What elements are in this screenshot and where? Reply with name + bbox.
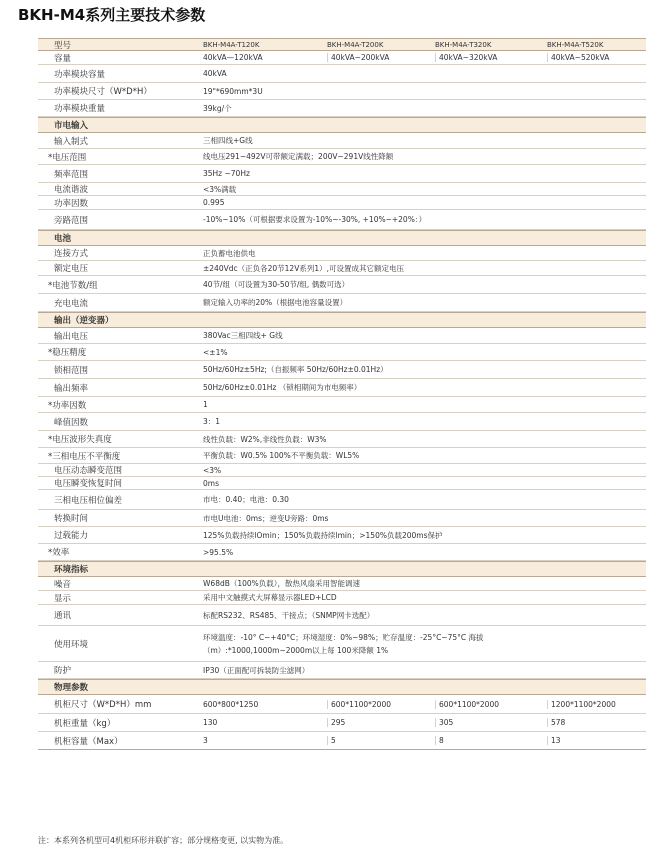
model-name: BKH-M4A-T520K bbox=[547, 40, 604, 49]
spec-row bbox=[38, 591, 646, 605]
spec-row bbox=[38, 361, 646, 379]
cabinet-weight-value: 578 bbox=[547, 718, 646, 727]
row-label: *稳压精度 bbox=[48, 348, 87, 358]
capacity-value: 40kVA~520kVA bbox=[547, 53, 646, 62]
row-label: *三相电压不平衡度 bbox=[48, 451, 121, 462]
capacity-value: 40kVA—120kVA bbox=[203, 53, 263, 62]
row-label: 功率模块尺寸（W*D*H） bbox=[54, 87, 152, 97]
row-value: 50Hz/60Hz±5Hz;（自振频率 50Hz/60Hz±0.01Hz） bbox=[203, 365, 388, 374]
row-value: >95.5% bbox=[203, 547, 234, 557]
row-value: ±240Vdc（正负各20节12V系列1）,可设置成其它额定电压 bbox=[203, 263, 404, 273]
row-label: *电压波形失真度 bbox=[48, 435, 112, 445]
spec-row bbox=[38, 328, 646, 344]
row-value: 1 bbox=[203, 400, 208, 409]
row-label: 功率模块容量 bbox=[54, 69, 106, 80]
row-label: 电压瞬变恢复时间 bbox=[54, 479, 123, 489]
row-value: 线性负载：W2%,非线性负载：W3% bbox=[203, 434, 327, 444]
row-label: 容量 bbox=[54, 53, 72, 64]
section-header-mains bbox=[38, 117, 646, 133]
spec-row bbox=[38, 510, 646, 527]
spec-row bbox=[38, 183, 646, 196]
row-value: 40kVA bbox=[203, 69, 227, 78]
section-header-battery bbox=[38, 230, 646, 246]
row-value: <3% bbox=[203, 465, 222, 475]
row-value: 380Vac三相四线+ G线 bbox=[203, 331, 283, 340]
row-value bbox=[203, 631, 646, 657]
spec-row bbox=[38, 448, 646, 464]
spec-row bbox=[38, 196, 646, 210]
row-value-line: （m）:*1000,1000m~2000m以上每 100米降额 1% bbox=[203, 645, 389, 655]
row-value: 40节/组（可设置为30-50节/组, 偶数可选） bbox=[203, 280, 350, 289]
physical-row bbox=[38, 714, 646, 732]
row-value-line: 环境温度：-10° C~+40°C；环境湿度：0%~98%；贮存温度：-25°C~75°C 海拔 bbox=[203, 632, 484, 642]
cabinet-weight-value: 295 bbox=[327, 718, 435, 727]
row-label: 输出电压 bbox=[54, 331, 89, 342]
row-value: 125%负载持续lOmin；150%负载持续lmin；>150%负载200ms保护 bbox=[203, 530, 443, 540]
cabinet-size-value: 600*1100*2000 bbox=[327, 700, 435, 709]
section-header-physical bbox=[38, 679, 646, 695]
row-label: 充电电流 bbox=[54, 298, 89, 309]
row-label: *效率 bbox=[48, 548, 70, 558]
section-title: 市电输入 bbox=[54, 121, 89, 131]
row-value: <±1% bbox=[203, 347, 228, 357]
spec-row bbox=[38, 83, 646, 100]
row-value: 三相四线+G线 bbox=[203, 136, 253, 145]
spec-row bbox=[38, 527, 646, 544]
row-value: 额定输入功率的20%（根据电池容量设置） bbox=[203, 298, 348, 307]
row-label: 功率模块重量 bbox=[54, 104, 106, 114]
row-value: 0.995 bbox=[203, 198, 225, 207]
row-label: 峰值因数 bbox=[54, 417, 89, 428]
row-label: 锁相范围 bbox=[54, 365, 89, 376]
page-title: BKH-M4系列主要技术参数 bbox=[18, 6, 206, 24]
cabinet-weight-value: 305 bbox=[435, 718, 547, 727]
row-label: 通讯 bbox=[54, 611, 72, 621]
row-value: 市电U电池：0ms；逆变U旁路：0ms bbox=[203, 513, 329, 523]
row-label: 型号 bbox=[54, 40, 72, 51]
spec-row bbox=[38, 149, 646, 165]
spec-row bbox=[38, 276, 646, 294]
cabinet-capacity-value: 8 bbox=[435, 736, 547, 745]
row-label: 过载能力 bbox=[54, 531, 89, 541]
row-label: 机柜尺寸（W*D*H）mm bbox=[54, 700, 152, 710]
spec-row bbox=[38, 544, 646, 561]
row-label: 频率范围 bbox=[54, 169, 89, 180]
row-value: 线电压291~492V可带额定满载；200V~291V线性降额 bbox=[203, 152, 394, 161]
capacity-value: 40kVA~320kVA bbox=[435, 53, 547, 62]
row-label: 机柜容量（Max） bbox=[54, 736, 123, 747]
row-label: *功率因数 bbox=[48, 400, 87, 411]
row-label: 使用环境 bbox=[54, 639, 89, 650]
row-value: 0ms bbox=[203, 478, 219, 488]
spec-row bbox=[38, 165, 646, 183]
capacity-row bbox=[38, 51, 646, 65]
row-label: 电压动态瞬变范围 bbox=[54, 466, 123, 476]
row-value: 35Hz ~70Hz bbox=[203, 169, 250, 178]
spec-row bbox=[38, 65, 646, 83]
spec-row bbox=[38, 100, 646, 117]
section-header-environment bbox=[38, 561, 646, 577]
row-label: *电池节数/组 bbox=[48, 280, 98, 291]
row-label: 噪音 bbox=[54, 579, 72, 590]
row-value: 正负蓄电池供电 bbox=[203, 248, 256, 258]
row-value: IP30（正面配可拆装防尘滤网） bbox=[203, 665, 310, 675]
row-label: 功率因数 bbox=[54, 198, 89, 209]
spec-row bbox=[38, 210, 646, 230]
spec-row bbox=[38, 246, 646, 261]
row-value: 平衡负载：W0.5% 100%不平衡负载：WL5% bbox=[203, 451, 360, 460]
section-title: 物理参数 bbox=[54, 683, 89, 693]
spec-row bbox=[38, 662, 646, 679]
row-label: 防护 bbox=[54, 666, 72, 676]
cabinet-capacity-value: 5 bbox=[327, 736, 435, 745]
footnote: 注：本系列各机型可4机柜环形并联扩容；部分规格变更, 以实物为准。 bbox=[38, 836, 289, 845]
row-label: 输入制式 bbox=[54, 136, 89, 147]
model-name: BKH-M4A-T120K bbox=[203, 40, 260, 49]
row-label: 三相电压相位偏差 bbox=[54, 495, 123, 506]
spec-table bbox=[38, 38, 646, 750]
row-value: 采用中文触摸式大屏幕显示器LED+LCD bbox=[203, 593, 337, 602]
row-label: 显示 bbox=[54, 593, 72, 604]
spec-row bbox=[38, 133, 646, 149]
row-value: 3：1 bbox=[203, 417, 221, 426]
section-title: 输出（逆变器） bbox=[54, 316, 114, 326]
capacity-value: 40kVA~200kVA bbox=[327, 53, 435, 62]
spec-row bbox=[38, 397, 646, 413]
row-value: 50Hz/60Hz±0.01Hz （锁相期间为市电频率） bbox=[203, 383, 362, 392]
row-label: 输出频率 bbox=[54, 383, 89, 394]
section-header-output bbox=[38, 312, 646, 328]
cabinet-size-value: 600*800*1250 bbox=[203, 699, 259, 709]
row-value: <3%满载 bbox=[203, 184, 237, 194]
row-label: 旁路范围 bbox=[54, 215, 89, 226]
physical-row bbox=[38, 695, 646, 714]
cabinet-size-value: 1200*1100*2000 bbox=[547, 700, 646, 709]
row-label: 连接方式 bbox=[54, 249, 89, 259]
row-value: 市电：0.40；电池：0.30 bbox=[203, 495, 289, 504]
spec-row bbox=[38, 379, 646, 397]
row-label: 机柜重量（kg） bbox=[54, 718, 116, 729]
spec-row bbox=[38, 294, 646, 312]
spec-row bbox=[38, 344, 646, 361]
row-value: 标配RS232、RS485、干接点；（SNMP网卡选配） bbox=[203, 610, 375, 620]
row-label: 转换时间 bbox=[54, 514, 89, 524]
section-title: 电池 bbox=[54, 234, 72, 244]
spec-row bbox=[38, 413, 646, 431]
row-value: 39kg/个 bbox=[203, 103, 232, 113]
row-value: -10%~10%（可根据要求设置为-10%~-30%, +10%~+20%：） bbox=[203, 215, 427, 224]
spec-row bbox=[38, 431, 646, 448]
row-label: 电流谐波 bbox=[54, 185, 89, 195]
row-value: W68dB（100%负载），散热风扇采用智能调速 bbox=[203, 579, 361, 588]
spec-row bbox=[38, 626, 646, 662]
spec-row bbox=[38, 605, 646, 626]
model-name: BKH-M4A-T320K bbox=[435, 40, 492, 49]
cabinet-capacity-value: 13 bbox=[547, 736, 646, 745]
section-title: 环境指标 bbox=[54, 565, 89, 575]
cabinet-capacity-value: 3 bbox=[203, 736, 208, 745]
spec-row bbox=[38, 261, 646, 276]
spec-row bbox=[38, 477, 646, 490]
model-name: BKH-M4A-T200K bbox=[327, 40, 384, 49]
row-label: 额定电压 bbox=[54, 264, 89, 274]
row-value: 19"*690mm*3U bbox=[203, 86, 263, 96]
spec-row bbox=[38, 577, 646, 591]
spec-row bbox=[38, 464, 646, 477]
physical-row bbox=[38, 732, 646, 749]
cabinet-size-value: 600*1100*2000 bbox=[435, 700, 547, 709]
spec-row bbox=[38, 490, 646, 510]
row-label: *电压范围 bbox=[48, 152, 87, 163]
cabinet-weight-value: 130 bbox=[203, 718, 218, 727]
model-header-row bbox=[38, 39, 646, 51]
